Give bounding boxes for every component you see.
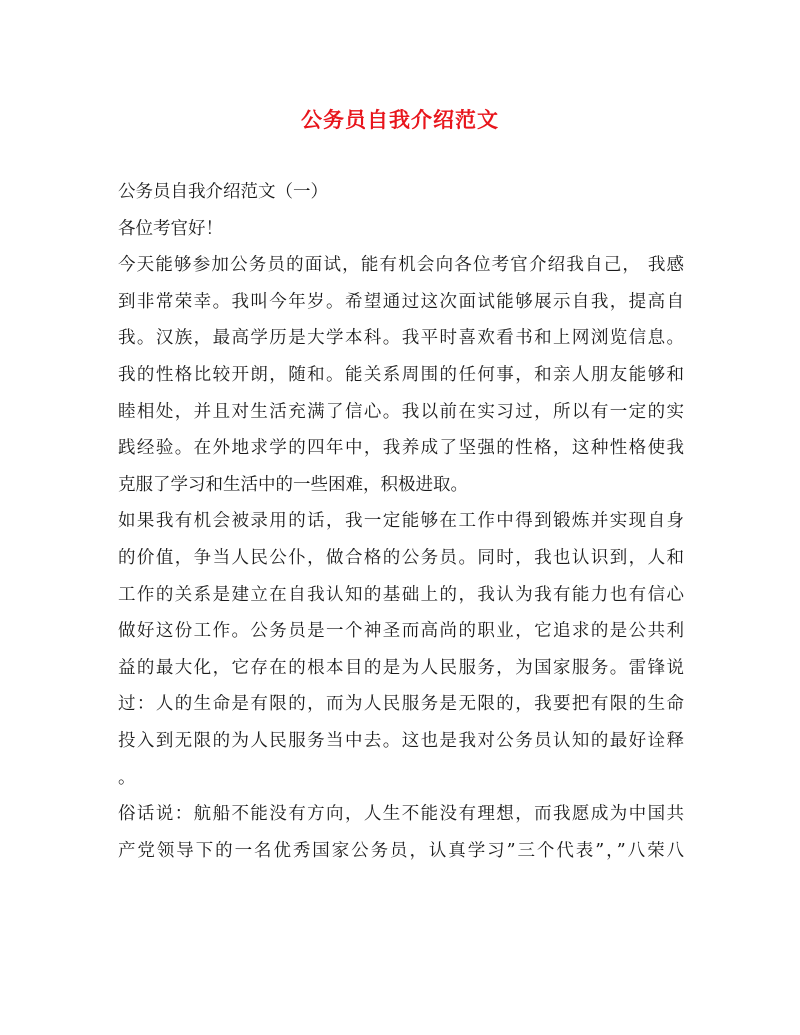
body-line: 克服了学习和生活中的一些困难，积极进取。 bbox=[118, 474, 468, 495]
document-body bbox=[118, 174, 684, 869]
body-line: 过：人的生命是有限的，而为人民服务是无限的，我要把有限的生命 bbox=[118, 694, 684, 715]
body-line: 工作的关系是建立在自我认知的基础上的，我认为我有能力也有信心 bbox=[118, 584, 684, 605]
body-line: 我的性格比较开朗，随和。能关系周围的任何事，和亲人朋友能够和 bbox=[118, 364, 684, 385]
document-title: 公务员自我介绍范文 bbox=[301, 107, 499, 132]
body-line: 俗话说：航船不能没有方向，人生不能没有理想，而我愿成为中国共 bbox=[118, 804, 684, 825]
body-line: 公务员自我介绍范文（一） bbox=[118, 182, 328, 202]
body-line: 投入到无限的为人民服务当中去。这也是我对公务员认知的最好诠释 bbox=[118, 730, 684, 751]
body-line: 睦相处，并且对生活充满了信心。我以前在实习过，所以有一定的实 bbox=[118, 401, 684, 422]
body-line: 各位考官好！ bbox=[118, 218, 223, 239]
body-line: 益的最大化，它存在的根本目的是为人民服务，为国家服务。雷锋说 bbox=[118, 657, 684, 678]
body-line: 的价值，争当人民公仆，做合格的公务员。同时，我也认识到，人和 bbox=[118, 547, 684, 568]
body-line: 做好这份工作。公务员是一个神圣而高尚的职业，它追求的是公共利 bbox=[118, 621, 684, 642]
body-line: 产党领导下的一名优秀国家公务员，认真学习”三个代表”，”八荣八 bbox=[118, 840, 684, 861]
body-line: 践经验。在外地求学的四年中，我养成了坚强的性格，这种性格使我 bbox=[118, 438, 684, 459]
body-line: 到非常荣幸。我叫今年岁。希望通过这次面试能够展示自我，提高自 bbox=[118, 291, 684, 312]
body-line: 我。汉族，最高学历是大学本科。我平时喜欢看书和上网浏览信息。 bbox=[118, 328, 684, 349]
body-line: 如果我有机会被录用的话，我一定能够在工作中得到锻炼并实现自身 bbox=[118, 511, 684, 532]
body-line: 今天能够参加公务员的面试，能有机会向各位考官介绍我自己， 我感 bbox=[118, 255, 684, 276]
body-line: 。 bbox=[118, 767, 136, 788]
